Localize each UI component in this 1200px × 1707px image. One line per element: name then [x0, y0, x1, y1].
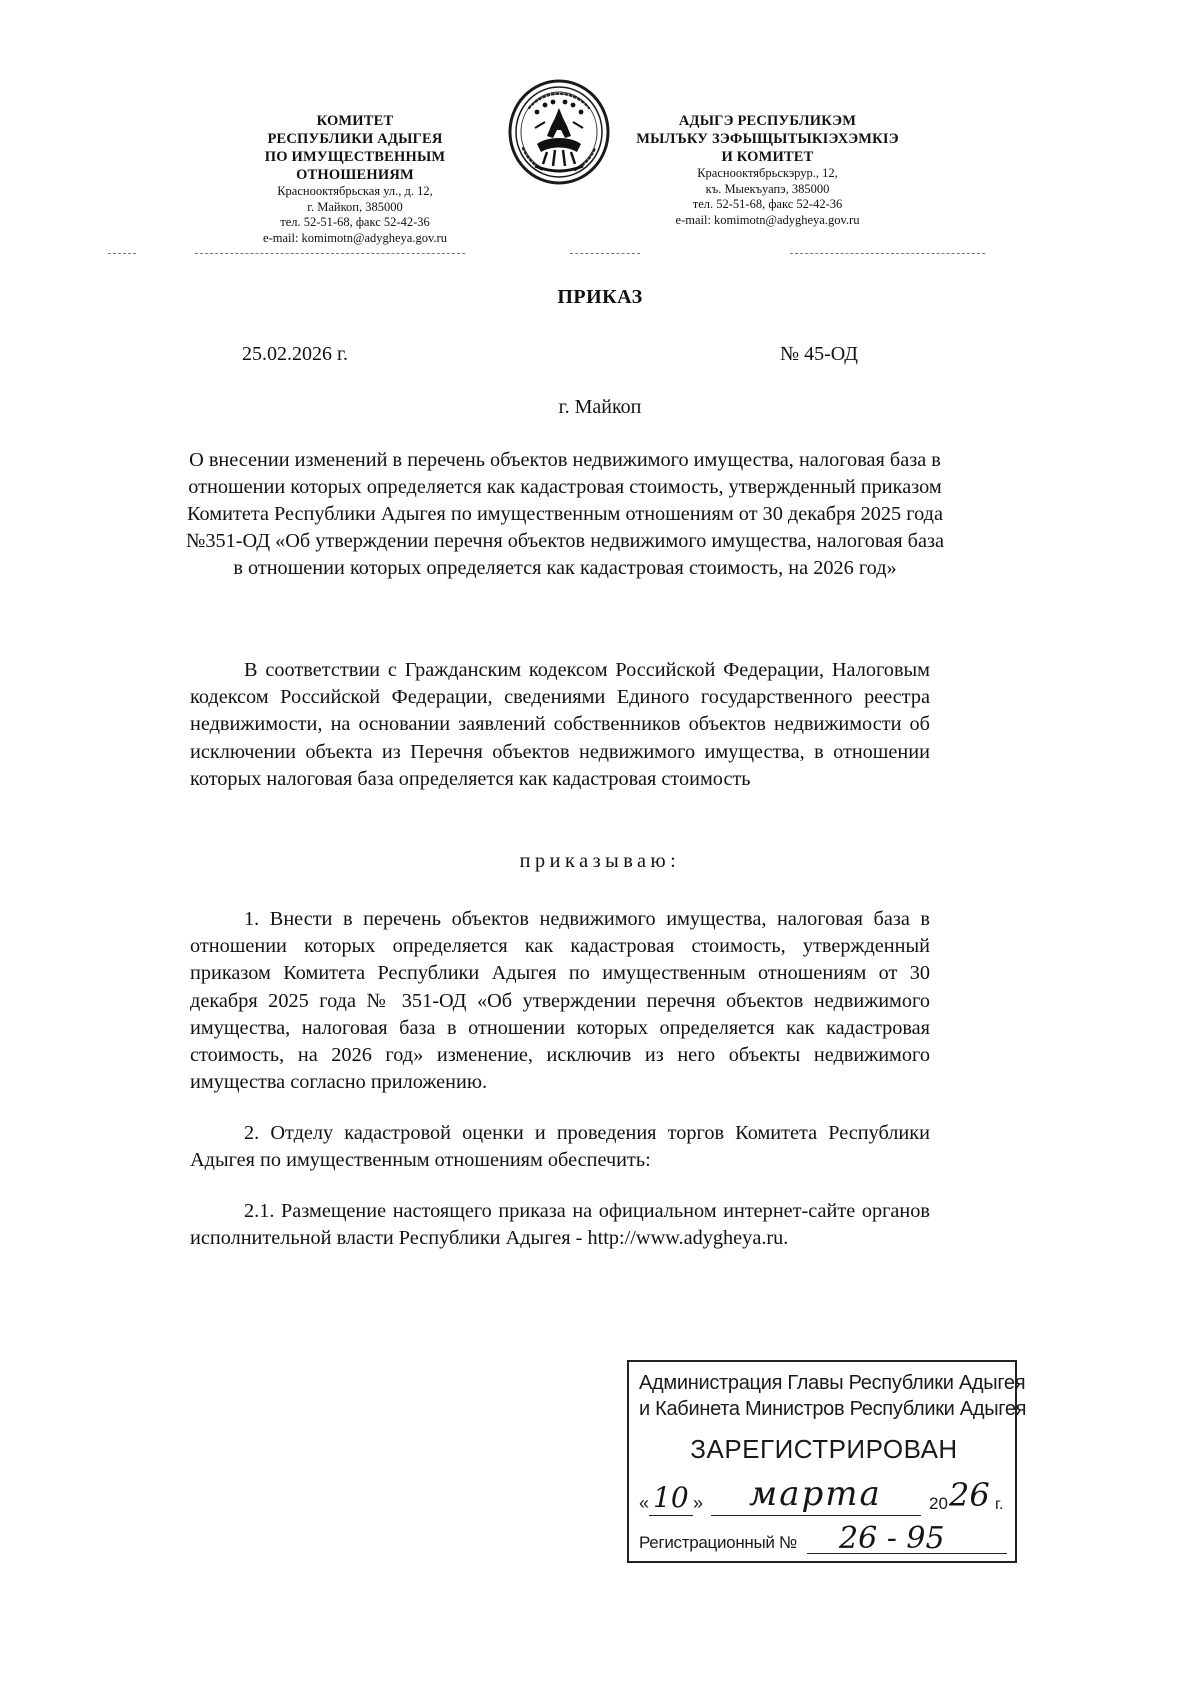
org-name-ru-line: КОМИТЕТ	[316, 113, 394, 129]
org-address-ru-line: г. Майкоп, 385000	[307, 199, 403, 214]
org-name-ru-line: ПО ИМУЩЕСТВЕННЫМ ОТНОШЕНИЯМ	[264, 149, 446, 183]
org-address-ady-line: къ. Мыекъуапэ, 385000	[705, 181, 830, 196]
header-separator	[195, 253, 465, 254]
stamp-quote-close: »	[693, 1493, 704, 1513]
stamp-month-underline	[711, 1515, 921, 1516]
org-name-ady-line: МЫЛЪКУ ЗЭФЫЩЫТЫКІЭХЭМКІЭ	[636, 131, 899, 147]
stamp-year-prefix: 20	[929, 1494, 948, 1513]
stamp-registration-row	[639, 1522, 1011, 1558]
stamp-day-underline	[649, 1515, 693, 1516]
stamp-year-mark: г.	[995, 1496, 1004, 1513]
header-separator	[108, 253, 136, 254]
header-left-org-block	[210, 112, 500, 246]
stamp-registration-label: Регистрационный №	[639, 1533, 797, 1552]
stamp-registration-underline	[807, 1553, 1007, 1554]
org-email-ru: e-mail: komimotn@adygheya.gov.ru	[263, 230, 447, 245]
registration-stamp	[627, 1360, 1027, 1563]
document-number: № 45-ОД	[780, 343, 858, 365]
legal-basis-paragraph: В соответствии с Гражданским кодексом Российской Федерации, Налоговым кодексом Российской Федерации, сведениями Единого государственного реестра недвижимости, на основании заявлений собственников объектов недвижимости об исключении объекта из Перечня объектов недвижимого имущества, в отношении которых налоговая база определяется как кадастровая стоимость	[190, 659, 930, 790]
order-word: приказываю:	[519, 850, 681, 872]
org-phone-ru: тел. 52-51-68, факс 52-42-36	[280, 215, 430, 229]
stamp-authority-line: Администрация Главы Республики Адыгея	[639, 1372, 1026, 1394]
order-item-1: 1. Внести в перечень объектов недвижимого имущества, налоговая база в отношении которых определяется как кадастровая стоимость, утвержденный приказом Комитета Республики Адыгея по имущественным отношениям от 30 декабря 2025 года № 351-ОД «Об утверждении перечня объектов недвижимого имущества, налоговая база в отношении которых определяется как кадастровая стоимость, на 2026 год» изменение, исключив из него объекты недвижимого имущества согласно приложению.	[190, 908, 930, 1094]
order-item-2-1: 2.1. Размещение настоящего приказа на официальном интернет-сайте органов исполнительной власти Республики Адыгея - http://www.adygheya.ru.	[190, 1200, 930, 1250]
org-address-ru-line: Краснооктябрьская ул., д. 12,	[277, 184, 433, 198]
org-phone-ady: тел. 52-51-68, факс 52-42-36	[692, 197, 843, 211]
header-separator	[790, 253, 985, 254]
org-name-ru-line: РЕСПУБЛИКИ АДЫГЕЯ	[267, 131, 443, 147]
stamp-registered-heading: ЗАРЕГИСТРИРОВАН	[690, 1434, 958, 1464]
header-right-org-block	[615, 112, 920, 228]
org-name-ady-line: АДЫГЭ РЕСПУБЛИКЭМ	[678, 113, 857, 129]
coat-of-arms-icon	[507, 78, 611, 186]
document-title: ПРИКАЗ	[557, 286, 643, 308]
org-name-ady-line: И КОМИТЕТ	[721, 149, 814, 165]
stamp-registration-number-handwritten: 26 - 95	[839, 1521, 945, 1556]
document-subject: О внесении изменений в перечень объектов недвижимого имущества, налоговая база в отношении которых определяется как кадастровая стоимость, утвержденный приказом Комитета Республики Адыгея по имущественным отношениям от 30 декабря 2025 года №351-ОД «Об утверждении перечня объектов недвижимого имущества, налоговая база в отношении которых определяется как кадастровая стоимость, на 2026 год»	[186, 449, 944, 579]
stamp-year-handwritten: 26	[949, 1476, 990, 1514]
document-date: 25.02.2026 г.	[242, 343, 348, 365]
stamp-month-handwritten: марта	[749, 1474, 882, 1514]
stamp-authority-line: и Кабинета Министров Республики Адыгея	[639, 1398, 1027, 1420]
order-item-2: 2. Отделу кадастровой оценки и проведения торгов Комитета Республики Адыгея по имущественным отношениям обеспечить:	[190, 1122, 930, 1172]
document-city: г. Майкоп	[558, 396, 642, 418]
stamp-day-handwritten: 10	[653, 1481, 689, 1514]
stamp-quote-open: «	[639, 1493, 650, 1513]
stamp-date-row	[639, 1474, 1011, 1520]
org-address-ady-line: Краснооктябрьскэрур., 12,	[697, 166, 838, 180]
header-separator	[570, 253, 640, 254]
org-email-ady: e-mail: komimotn@adygheya.gov.ru	[675, 212, 860, 227]
